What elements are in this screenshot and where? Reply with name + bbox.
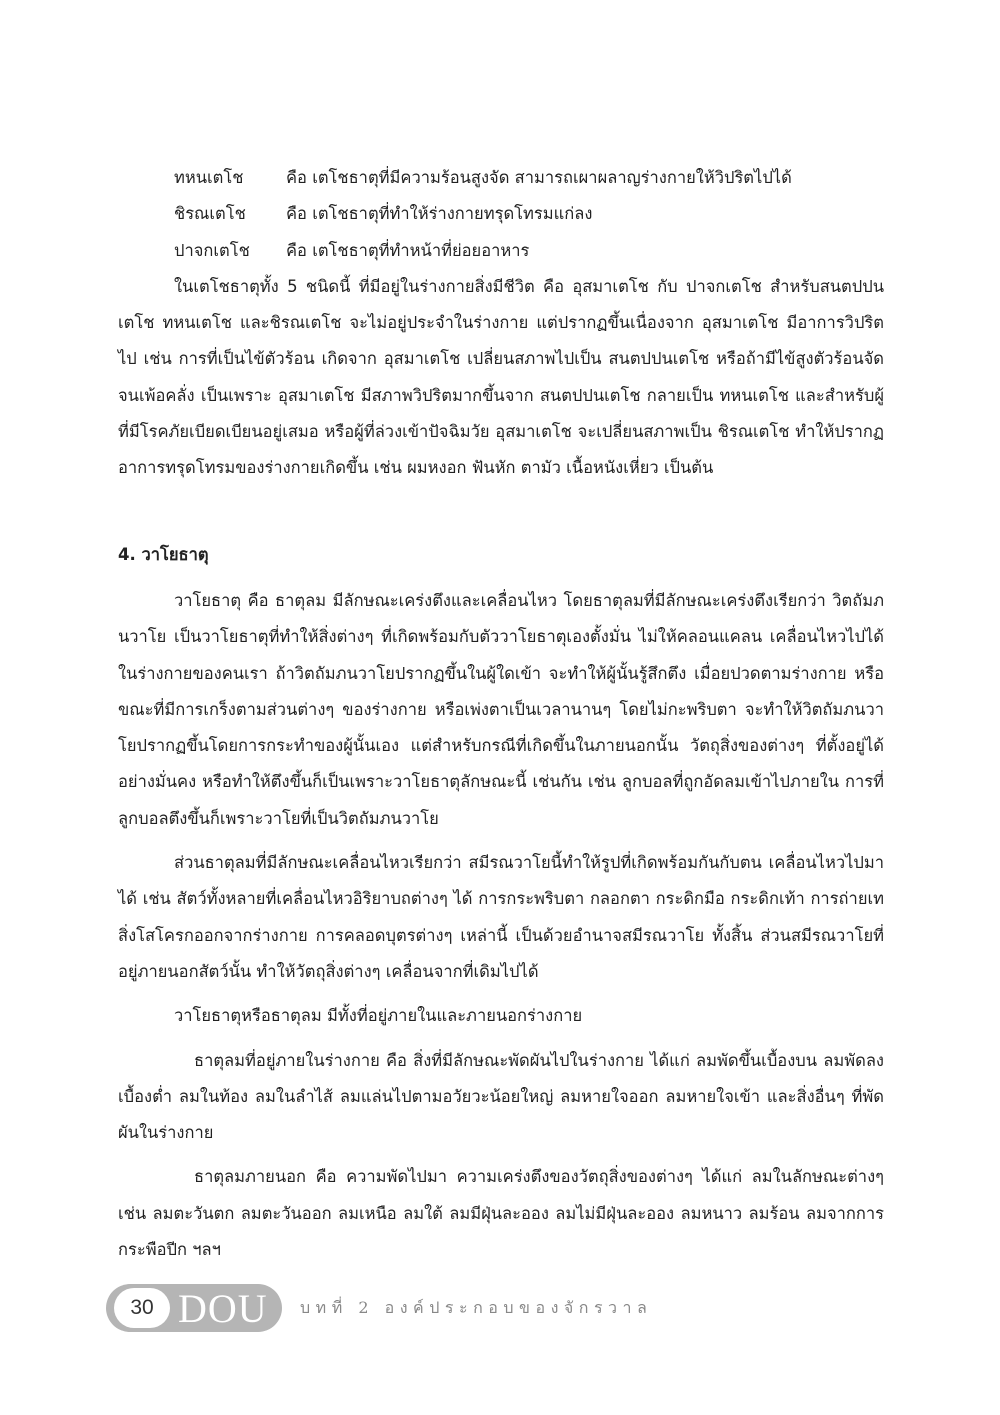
chapter-title: บทที่ 2 องค์ประกอบของจักรวาล	[300, 1298, 653, 1317]
definition-term: ปาจกเตโช	[174, 240, 250, 260]
definition-term: ทหนเตโช	[174, 168, 244, 187]
paragraph-wind-external: ธาตุลมภายนอก คือ ความพัดไปมา ความเคร่งตึงของวัตถุสิ่งของต่างๆ ได้แก่ ลมในลักษณะต่างๆ เช่น ลมตะวันตก ลมตะวันออก ลมเหนือ ลมใต้ ลมมีฝุ่นละออง ลมไม่มีฝุ่นละออง ลมหนาว ลมร้อน ลมจากการกระพือปีก ฯลฯ	[118, 1167, 884, 1260]
paragraph-spacer	[118, 1035, 884, 1043]
definition-term: ชิรณเตโช	[174, 204, 246, 224]
definition-row	[174, 233, 884, 269]
page-body	[118, 160, 884, 1268]
wind-intro-line: วาโยธาตุหรือธาตุลม มีทั้งที่อยู่ภายในและภายนอกร่างกาย	[174, 1006, 583, 1026]
definition-text: คือ เตโชธาตุที่ทำหน้าที่ย่อยอาหาร	[286, 240, 530, 260]
page-footer	[106, 1284, 886, 1332]
paragraph-wind-internal: ธาตุลมที่อยู่ภายในร่างกาย คือ สิ่งที่มีลักษณะพัดผันไปในร่างกาย ได้แก่ ลมพัดขึ้นเบื้องบน ลมพัดลงเบื้องต่ำ ลมในท้อง ลมในลำไส้ ลมแล่นไปตามอวัยวะน้อยใหญ่ ลมหายใจออก ลมหายใจเข้า และสิ่งอื่นๆ ที่พัดผันในร่างกาย	[118, 1050, 884, 1143]
definition-row	[174, 160, 884, 196]
page-number: 30	[130, 1296, 154, 1319]
paragraph-fire-element: ในเตโชธาตุทั้ง 5 ชนิดนี้ ที่มีอยู่ในร่างกายสิ่งมีชีวิต คือ อุสมาเตโช กับ ปาจกเตโช สำหรับสนตปปนเตโช ทหนเตโช และชิรณเตโช จะไม่อยู่ประจำในร่างกาย แต่ปรากฏขึ้นเนื่องจาก อุสมาเตโช มีอาการวิปริตไป เช่น การที่เป็นไข้ตัวร้อน เกิดจาก อุสมาเตโช เปลี่ยนสภาพไปเป็น สนตปปนเตโช หรือถ้ามีไข้สูงตัวร้อนจัดจนเพ้อคลั่ง เป็นเพราะ อุสมาเตโช มีสภาพวิปริตมากขึ้นจาก สนตปปนเตโช กลายเป็น ทหนเตโช และสำหรับผู้ที่มีโรคภัยเบียดเบียนอยู่เสมอ หรือผู้ที่ล่วงเข้าปัจฉิมวัย อุสมาเตโช จะเปลี่ยนสภาพเป็น ชิรณเตโช ทำให้ปรากฏอาการทรุดโทรมของร่างกายเกิดขึ้น เช่น ผมหงอก ฟันหัก ตามัว เนื้อหนังเหี่ยว เป็นต้น	[118, 276, 884, 478]
section-heading: 4. วาโยธาตุ	[118, 544, 209, 564]
paragraph-wind-tension: วาโยธาตุ คือ ธาตุลม มีลักษณะเคร่งตึงและเคลื่อนไหว โดยธาตุลมที่มีลักษณะเคร่งตึงเรียกว่า วิตถัมภนวาโย เป็นวาโยธาตุที่ทำให้สิ่งต่างๆ ที่เกิดพร้อมกับตัววาโยธาตุเองตั้งมั่น ไม่ให้คลอนแคลน เคลื่อนไหวไปได้ ในร่างกายของคนเรา ถ้าวิตถัมภนวาโยปรากฏขึ้นในผู้ใดเข้า จะทำให้ผู้นั้นรู้สึกตึง เมื่อยปวดตามร่างกาย หรือขณะที่มีการเกร็งตามส่วนต่างๆ ของร่างกาย หรือเพ่งตาเป็นเวลานานๆ โดยไม่กะพริบตา จะทำให้วิตถัมภนวาโยปรากฏขึ้นโดยการกระทำของผู้นั้นเอง แต่สำหรับกรณีที่เกิดขึ้นในภายนอกนั้น วัตถุสิ่งของต่างๆ ที่ตั้งอยู่ได้อย่างมั่นคง หรือทำให้ตึงขึ้นก็เป็นเพราะวาโยธาตุลักษณะนี้ เช่นกัน เช่น ลูกบอลที่ถูกอัดลมเข้าไปภายใน การที่ลูกบอลตึงขึ้นก็เพราะวาโยที่เป็นวิตถัมภนวาโย	[118, 590, 884, 828]
paragraph-spacer	[118, 990, 884, 998]
definition-text: คือ เตโชธาตุที่มีความร้อนสูงจัด สามารถเผาผลาญร่างกายให้วิปริตไปได้	[286, 168, 792, 187]
paragraph-wind-motion: ส่วนธาตุลมที่มีลักษณะเคลื่อนไหวเรียกว่า สมีรณวาโยนี้ทำให้รูปที่เกิดพร้อมกันกับตน เคลื่อนไหวไปมาได้ เช่น สัตว์ทั้งหลายที่เคลื่อนไหวอิริยาบถต่างๆ ได้ การกระพริบตา กลอกตา กระดิกมือ กระดิกเท้า การถ่ายเทสิ่งโสโครกออกจากร่างกาย การคลอดบุตรต่างๆ เหล่านี้ เป็นด้วยอำนาจสมีรณวาโย ทั้งสิ้น ส่วนสมีรณวาโยที่อยู่ภายนอกสัตว์นั้น ทำให้วัตถุสิ่งต่างๆ เคลื่อนจากที่เดิมไปได้	[118, 853, 884, 981]
paragraph-spacer	[118, 837, 884, 845]
definition-text: คือ เตโชธาตุที่ทำให้ร่างกายทรุดโทรมแก่ลง	[286, 204, 593, 224]
dou-logo: DOU	[178, 1286, 268, 1331]
definition-row	[174, 196, 884, 232]
paragraph-spacer	[118, 1151, 884, 1159]
